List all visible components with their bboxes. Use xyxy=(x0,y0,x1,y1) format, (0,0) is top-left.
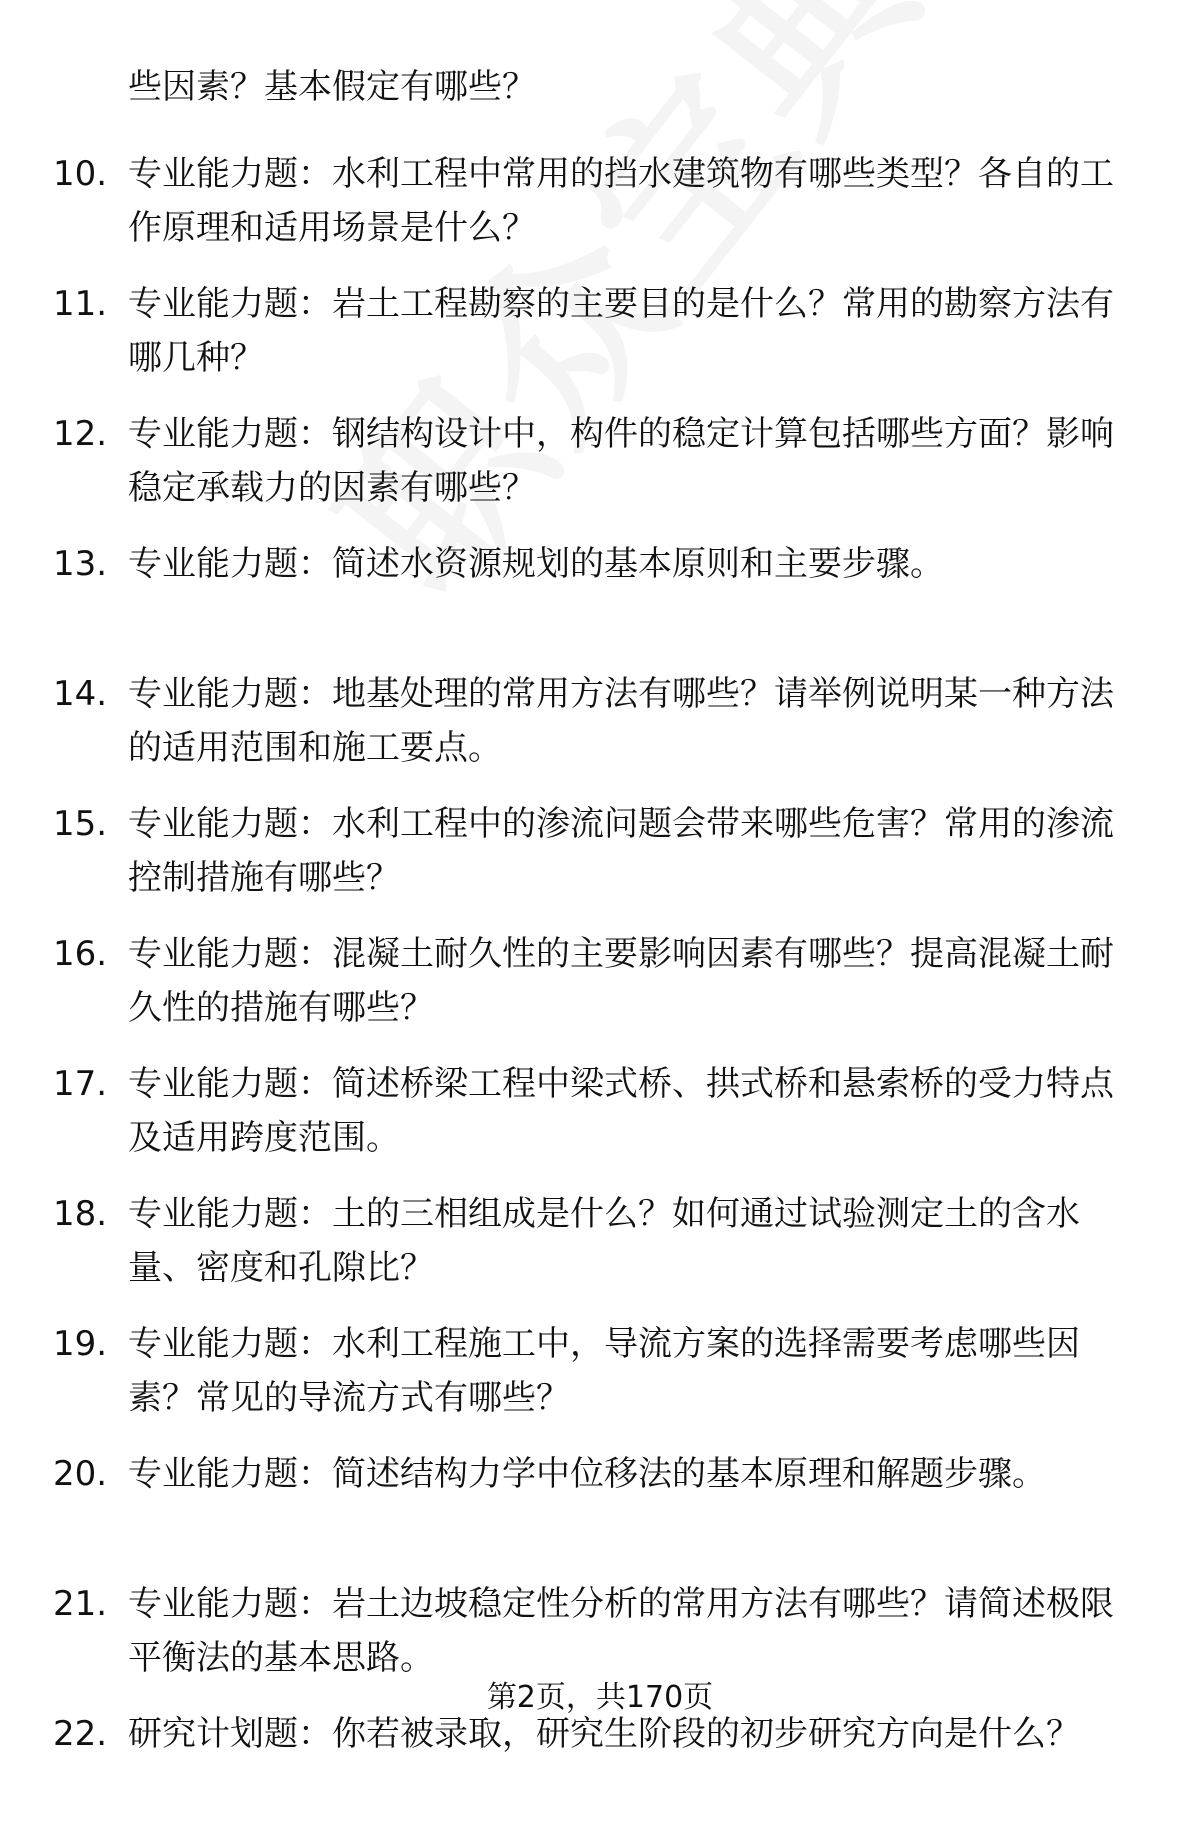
question-item xyxy=(0,1437,1200,1567)
question-number: 14. xyxy=(53,674,108,714)
question-item xyxy=(0,1307,1200,1437)
question-text: 专业能力题：简述桥梁工程中梁式桥、拱式桥和悬索桥的受力特点及适用跨度范围。 xyxy=(128,1064,1114,1158)
question-text: 专业能力题：钢结构设计中，构件的稳定计算包括哪些方面？影响稳定承载力的因素有哪些？ xyxy=(128,414,1114,508)
question-text: 专业能力题：土的三相组成是什么？如何通过试验测定土的含水量、密度和孔隙比？ xyxy=(128,1194,1080,1288)
question-text: 专业能力题：简述水资源规划的基本原则和主要步骤。 xyxy=(128,544,944,584)
question-number: 16. xyxy=(53,934,108,974)
question-number: 20. xyxy=(53,1454,108,1494)
page-footer: 第2页，共170页 xyxy=(486,1680,714,1715)
question-text: 专业能力题：水利工程中的渗流问题会带来哪些危害？常用的渗流控制措施有哪些？ xyxy=(128,804,1114,898)
question-list xyxy=(0,137,1200,1827)
question-number: 12. xyxy=(53,414,108,454)
continuation-text: 些因素？基本假定有哪些？ xyxy=(128,67,536,107)
question-text: 专业能力题：混凝土耐久性的主要影响因素有哪些？提高混凝土耐久性的措施有哪些？ xyxy=(128,934,1114,1028)
question-number: 15. xyxy=(53,804,108,844)
question-item xyxy=(0,397,1200,527)
question-number: 10. xyxy=(53,154,108,194)
question-text: 专业能力题：水利工程中常用的挡水建筑物有哪些类型？各自的工作原理和适用场景是什么？ xyxy=(128,154,1114,248)
question-item xyxy=(0,657,1200,787)
question-text: 专业能力题：简述结构力学中位移法的基本原理和解题步骤。 xyxy=(128,1454,1046,1494)
question-number: 11. xyxy=(53,284,108,324)
question-number: 13. xyxy=(53,544,108,584)
question-item xyxy=(0,1177,1200,1307)
question-item xyxy=(0,787,1200,917)
question-number: 19. xyxy=(53,1324,108,1364)
question-text: 专业能力题：岩土工程勘察的主要目的是什么？常用的勘察方法有哪几种？ xyxy=(128,284,1114,378)
question-number: 18. xyxy=(53,1194,108,1234)
question-text: 专业能力题：岩土边坡稳定性分析的常用方法有哪些？请简述极限平衡法的基本思路。 xyxy=(128,1584,1114,1678)
question-text: 专业能力题：地基处理的常用方法有哪些？请举例说明某一种方法的适用范围和施工要点。 xyxy=(128,674,1114,768)
question-item xyxy=(0,527,1200,657)
question-text: 专业能力题：水利工程施工中，导流方案的选择需要考虑哪些因素？常见的导流方式有哪些？ xyxy=(128,1324,1080,1418)
question-number: 17. xyxy=(53,1064,108,1104)
question-number: 22. xyxy=(53,1714,108,1754)
question-number: 21. xyxy=(53,1584,108,1624)
question-item xyxy=(0,917,1200,1047)
question-text: 研究计划题：你若被录取，研究生阶段的初步研究方向是什么？ xyxy=(128,1714,1080,1754)
question-item xyxy=(0,267,1200,397)
question-item xyxy=(0,1047,1200,1177)
question-item xyxy=(0,137,1200,267)
